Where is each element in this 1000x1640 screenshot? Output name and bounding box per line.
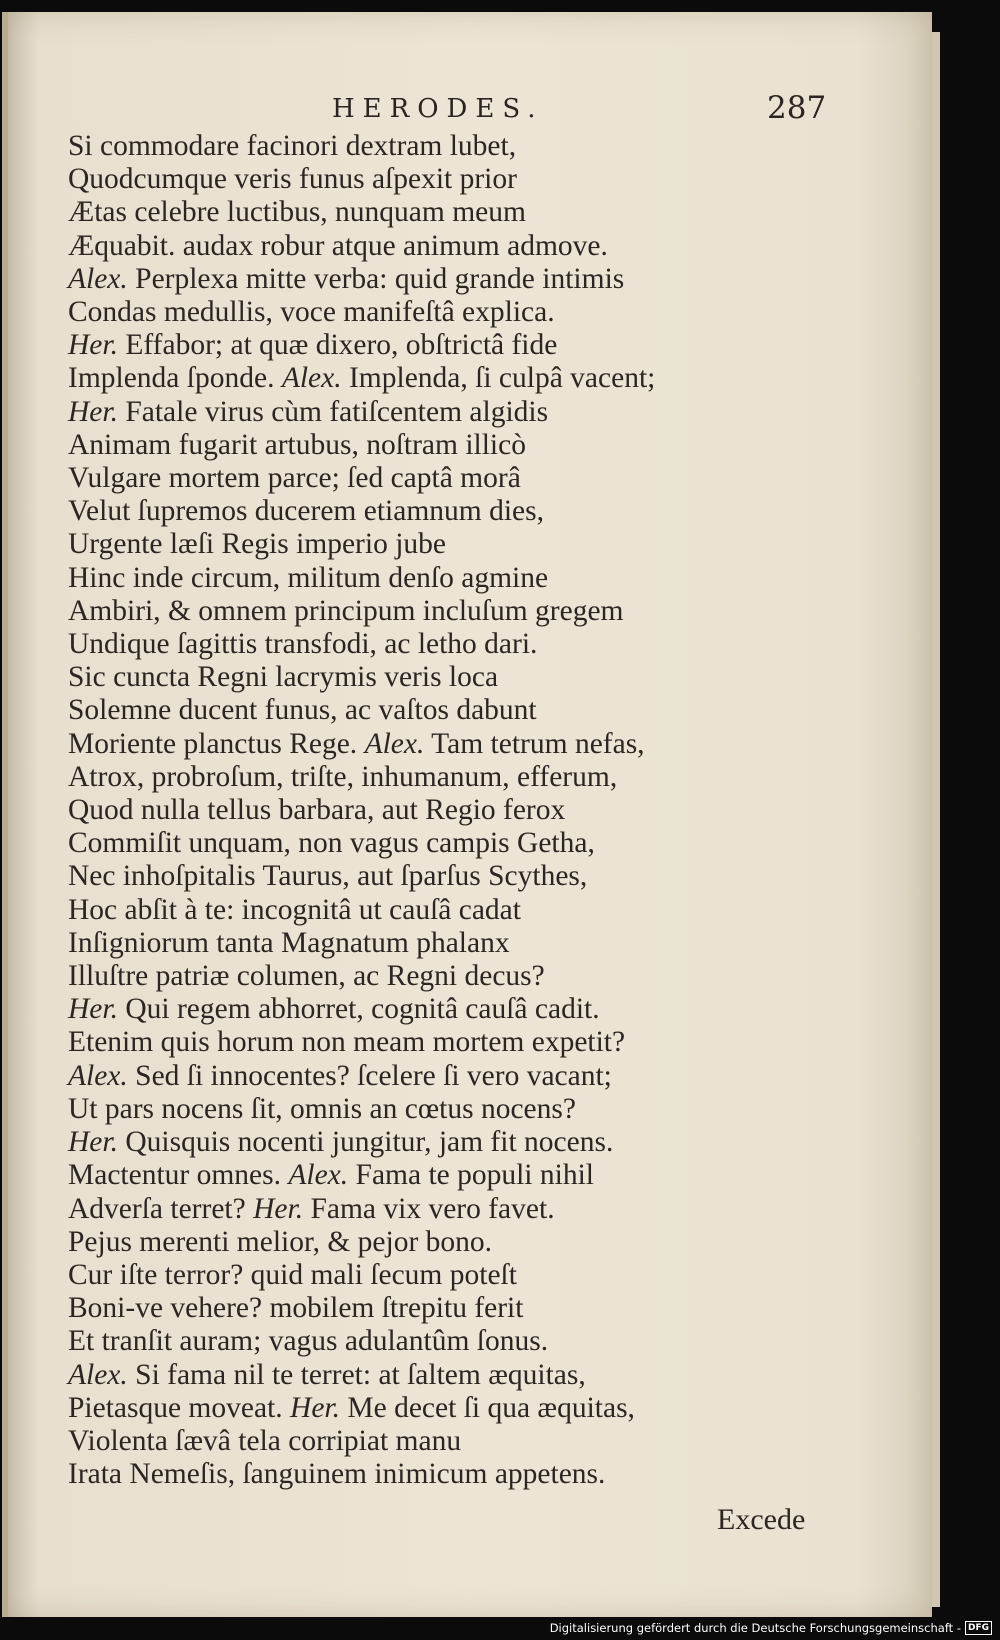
- verse-line: [68, 1259, 888, 1292]
- speaker-label: Her.: [68, 993, 118, 1026]
- verse-line: [68, 1325, 888, 1358]
- verse-line: [68, 1159, 888, 1192]
- verse-line: [68, 1359, 888, 1392]
- verse-line: [68, 661, 888, 694]
- verse-text-segment: Ætas celebre luctibus, nunquam meum: [68, 196, 526, 229]
- verse-text-segment: Undique ſagittis transfodi, ac letho dari.: [68, 628, 538, 661]
- verse-text-segment: Animam fugarit artubus, noſtram illicò: [68, 428, 526, 461]
- verse-text-segment: Æquabit. audax robur atque animum admove.: [68, 229, 608, 262]
- page-number: 287: [767, 90, 827, 126]
- digitization-footer: [550, 1621, 992, 1635]
- verse-text-segment: Ut pars nocens ſit, omnis an cœtus nocens?: [68, 1092, 576, 1125]
- verse-line: [68, 1425, 888, 1458]
- speaker-label: Her.: [290, 1391, 340, 1424]
- verse-line: [68, 196, 888, 229]
- verse-text-segment: Nec inhoſpitalis Taurus, aut ſparſus Scythes,: [68, 860, 588, 893]
- verse-text-segment: Implenda ſponde.: [68, 362, 282, 395]
- verse-text-segment: Moriente planctus Rege.: [68, 727, 365, 760]
- verse-line: [68, 1458, 888, 1491]
- verse-text-segment: Irata Nemeſis, ſanguinem inimicum appetens.: [68, 1458, 606, 1491]
- verse-line: [68, 362, 888, 395]
- verse-line: [68, 761, 888, 794]
- verse-text-segment: Me decet ſi qua æquitas,: [340, 1391, 635, 1424]
- dfg-logo-icon: DFG: [965, 1621, 992, 1635]
- verse-line: [68, 1193, 888, 1226]
- speaker-label: Alex.: [281, 362, 342, 395]
- verse-line: [68, 562, 888, 595]
- verse-text-segment: Implenda, ſi culpâ vacent;: [341, 362, 656, 395]
- verse-line: [68, 794, 888, 827]
- catchword: Excede: [717, 1503, 806, 1536]
- verse-line: [68, 1392, 888, 1425]
- verse-text-segment: Fatale virus cùm fatiſcentem algidis: [117, 395, 549, 428]
- speaker-label: Alex.: [364, 727, 425, 760]
- verse-text-segment: Etenim quis horum non meam mortem expetit?: [68, 1026, 626, 1059]
- verse-text-segment: Effabor; at quæ dixero, obſtrictâ fide: [117, 329, 558, 362]
- running-head: HERODES.: [332, 94, 544, 124]
- verse-text-segment: Pejus merenti melior, & pejor bono.: [68, 1225, 493, 1258]
- verse-text-segment: Quodcumque veris funus aſpexit prior: [68, 163, 517, 196]
- verse-line: [68, 429, 888, 462]
- verse-line: [68, 1060, 888, 1093]
- verse-text-segment: Sed ſi innocentes? ſcelere ſi vero vacant;: [127, 1059, 612, 1092]
- verse-text-segment: Ambiri, & omnem principum incluſum gregem: [68, 594, 624, 627]
- verse-line: [68, 230, 888, 263]
- verse-text-segment: Quod nulla tellus barbara, aut Regio ferox: [68, 794, 566, 827]
- verse-line: [68, 495, 888, 528]
- verse-text-segment: Hoc abſit à te: incognitâ ut cauſâ cadat: [68, 893, 521, 926]
- verse-text-segment: Boni-ve vehere? mobilem ſtrepitu ferit: [68, 1292, 524, 1325]
- verse-line: [68, 1126, 888, 1159]
- verse-line: [68, 728, 888, 761]
- verse-text-segment: Urgente læſi Regis imperio jube: [68, 528, 446, 561]
- verse-text-segment: Si fama nil te terret: at ſaltem æquitas,: [127, 1358, 586, 1391]
- verse-text-segment: Sic cuncta Regni lacrymis veris loca: [68, 661, 499, 694]
- speaker-label: Alex.: [68, 1358, 128, 1391]
- verse-line: [68, 993, 888, 1026]
- verse-text-segment: Adverſa terret?: [68, 1192, 254, 1225]
- page-edge: [932, 32, 940, 1607]
- verse-line: [68, 927, 888, 960]
- verse-text-segment: Tam tetrum nefas,: [424, 727, 645, 760]
- verse-text-segment: Illuſtre patriæ columen, ac Regni decus?: [68, 960, 545, 993]
- verse-line: [68, 894, 888, 927]
- verse-line: [68, 329, 888, 362]
- verse-text-segment: Et tranſit auram; vagus adulantûm ſonus.: [68, 1325, 549, 1358]
- verse-text-segment: Vulgare mortem parce; ſed captâ morâ: [68, 462, 521, 495]
- verse-line: [68, 628, 888, 661]
- verse-line: [68, 462, 888, 495]
- speaker-label: Her.: [68, 395, 118, 428]
- verse-text-segment: Inſigniorum tanta Magnatum phalanx: [68, 926, 510, 959]
- speaker-label: Her.: [68, 1126, 118, 1159]
- verse-text-segment: Atrox, probroſum, triſte, inhumanum, efferum,: [68, 760, 618, 793]
- verse-text-segment: Commiſit unquam, non vagus campis Getha,: [68, 827, 595, 860]
- speaker-label: Alex.: [68, 1059, 128, 1092]
- verse-text-segment: Violenta ſævâ tela corripiat manu: [68, 1424, 462, 1457]
- verse-line: [68, 163, 888, 196]
- page-header: [2, 84, 932, 134]
- verse-line: [68, 827, 888, 860]
- verse-text-segment: Perplexa mitte verba: quid grande intimis: [127, 262, 625, 295]
- verse-line: [68, 130, 888, 163]
- verse-line: [68, 860, 888, 893]
- verse-line: [68, 1292, 888, 1325]
- verse-line: [68, 1226, 888, 1259]
- speaker-label: Alex.: [288, 1159, 349, 1192]
- verse-text-segment: Mactentur omnes.: [68, 1159, 289, 1192]
- speaker-label: Alex.: [68, 262, 128, 295]
- verse-line: [68, 1026, 888, 1059]
- verse-text-segment: Velut ſupremos ducerem etiamnum dies,: [68, 495, 544, 528]
- verse-line: [68, 1093, 888, 1126]
- verse-text-segment: Cur iſte terror? quid mali ſecum poteſt: [68, 1258, 517, 1291]
- verse-text-segment: Si commodare facinori dextram lubet,: [68, 130, 517, 162]
- footer-text: Digitalisierung gefördert durch die Deutsche Forschungsgemeinschaft -: [549, 1621, 961, 1635]
- verse-text-segment: Hinc inde circum, militum denſo agmine: [68, 561, 549, 594]
- verse-text-segment: Qui regem abhorret, cognitâ cauſâ cadit.: [117, 993, 600, 1026]
- verse-text-segment: Fama te populi nihil: [348, 1159, 594, 1192]
- verse-text-segment: Fama vix vero favet.: [303, 1192, 555, 1225]
- verse-line: [68, 528, 888, 561]
- verse-text-segment: Pietasque moveat.: [68, 1391, 291, 1424]
- verse-text: [68, 130, 888, 1491]
- verse-line: [68, 960, 888, 993]
- binding-edge: [2, 12, 8, 1617]
- verse-text-segment: Condas medullis, voce manifeſtâ explica.: [68, 296, 555, 329]
- verse-text-segment: Quisquis nocenti jungitur, jam fit nocens.: [117, 1126, 614, 1159]
- speaker-label: Her.: [253, 1192, 304, 1225]
- verse-line: [68, 296, 888, 329]
- book-page: [2, 12, 932, 1617]
- verse-text-segment: Solemne ducent funus, ac vaſtos dabunt: [68, 694, 537, 727]
- verse-line: [68, 396, 888, 429]
- verse-line: [68, 694, 888, 727]
- verse-line: [68, 263, 888, 296]
- speaker-label: Her.: [68, 329, 118, 362]
- verse-line: [68, 595, 888, 628]
